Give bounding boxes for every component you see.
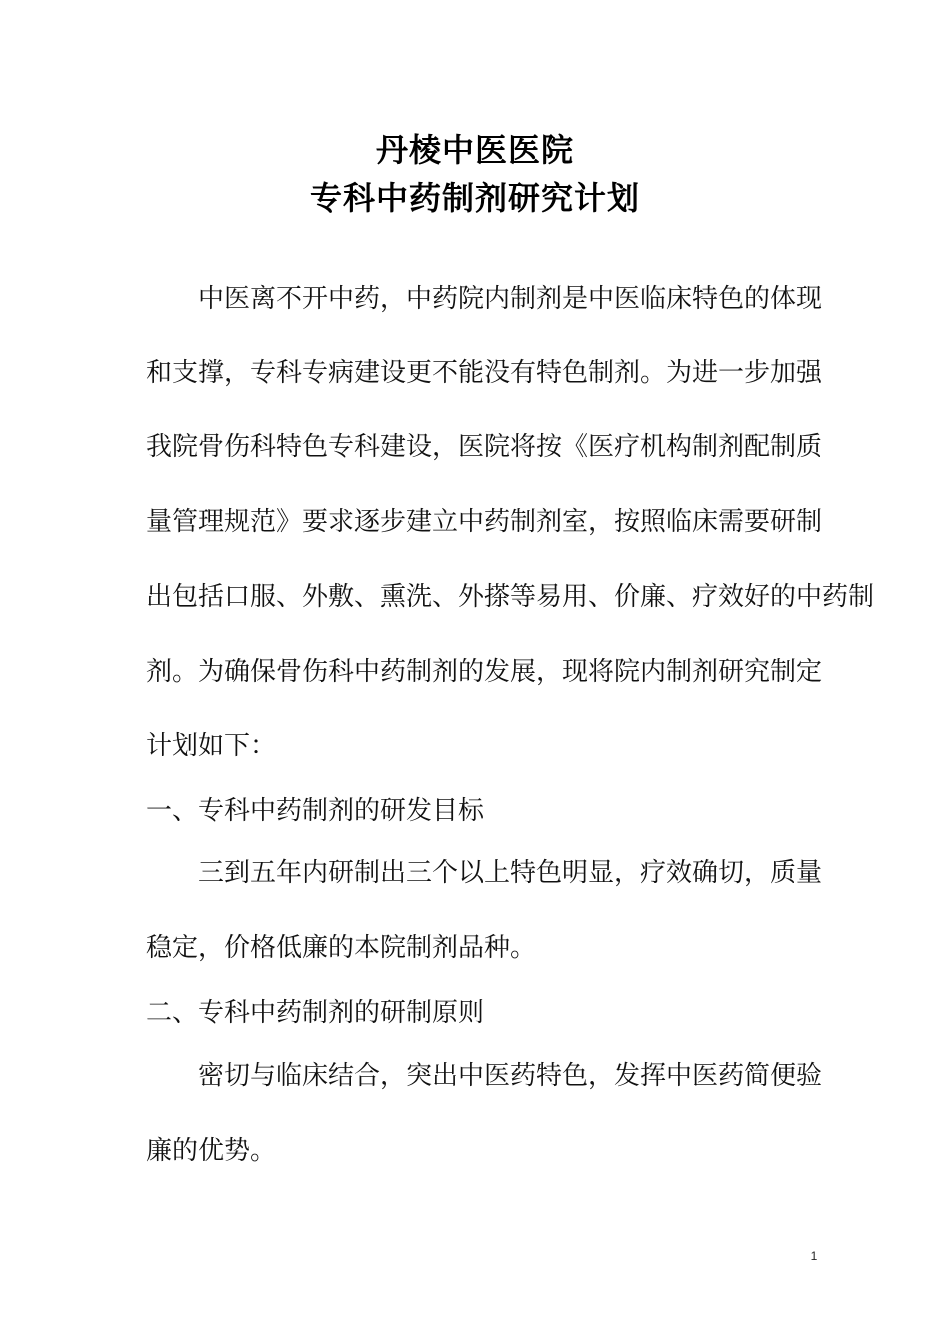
goals-line-1: 三到五年内研制出三个以上特色明显，疗效确切，质量 [198, 858, 823, 888]
principles-line-1: 密切与临床结合，突出中医药特色，发挥中医药简便验 [198, 1061, 823, 1091]
body-line-6: 剂。为确保骨伤科中药制剂的发展，现将院内制剂研究制定 [146, 657, 823, 687]
body-line-2: 和支撑，专科专病建设更不能没有特色制剂。为进一步加强 [146, 358, 823, 388]
body-line-4: 量管理规范》要求逐步建立中药制剂室，按照临床需要研制 [146, 507, 823, 537]
goals-line-2: 稳定，价格低廉的本院制剂品种。 [146, 933, 537, 963]
page-number: 1 [810, 1249, 818, 1263]
body-line-5: 出包括口服、外敷、熏洗、外搽等易用、价廉、疗效好的中药制 [146, 582, 875, 612]
body-line-1: 中医离不开中药，中药院内制剂是中医临床特色的体现 [198, 284, 823, 314]
plan-title: 专科中药制剂研究计划 [309, 179, 640, 217]
body-line-3: 我院骨伤科特色专科建设，医院将按《医疗机构制剂配制质 [146, 432, 823, 462]
document-title [0, 126, 950, 222]
hospital-title: 丹棱中医医院 [375, 131, 574, 169]
principles-line-2: 廉的优势。 [146, 1136, 277, 1166]
section-heading-principles: 二、专科中药制剂的研制原则 [146, 998, 485, 1028]
body-line-7: 计划如下： [146, 731, 277, 761]
section-heading-goals: 一、专科中药制剂的研发目标 [146, 796, 485, 826]
